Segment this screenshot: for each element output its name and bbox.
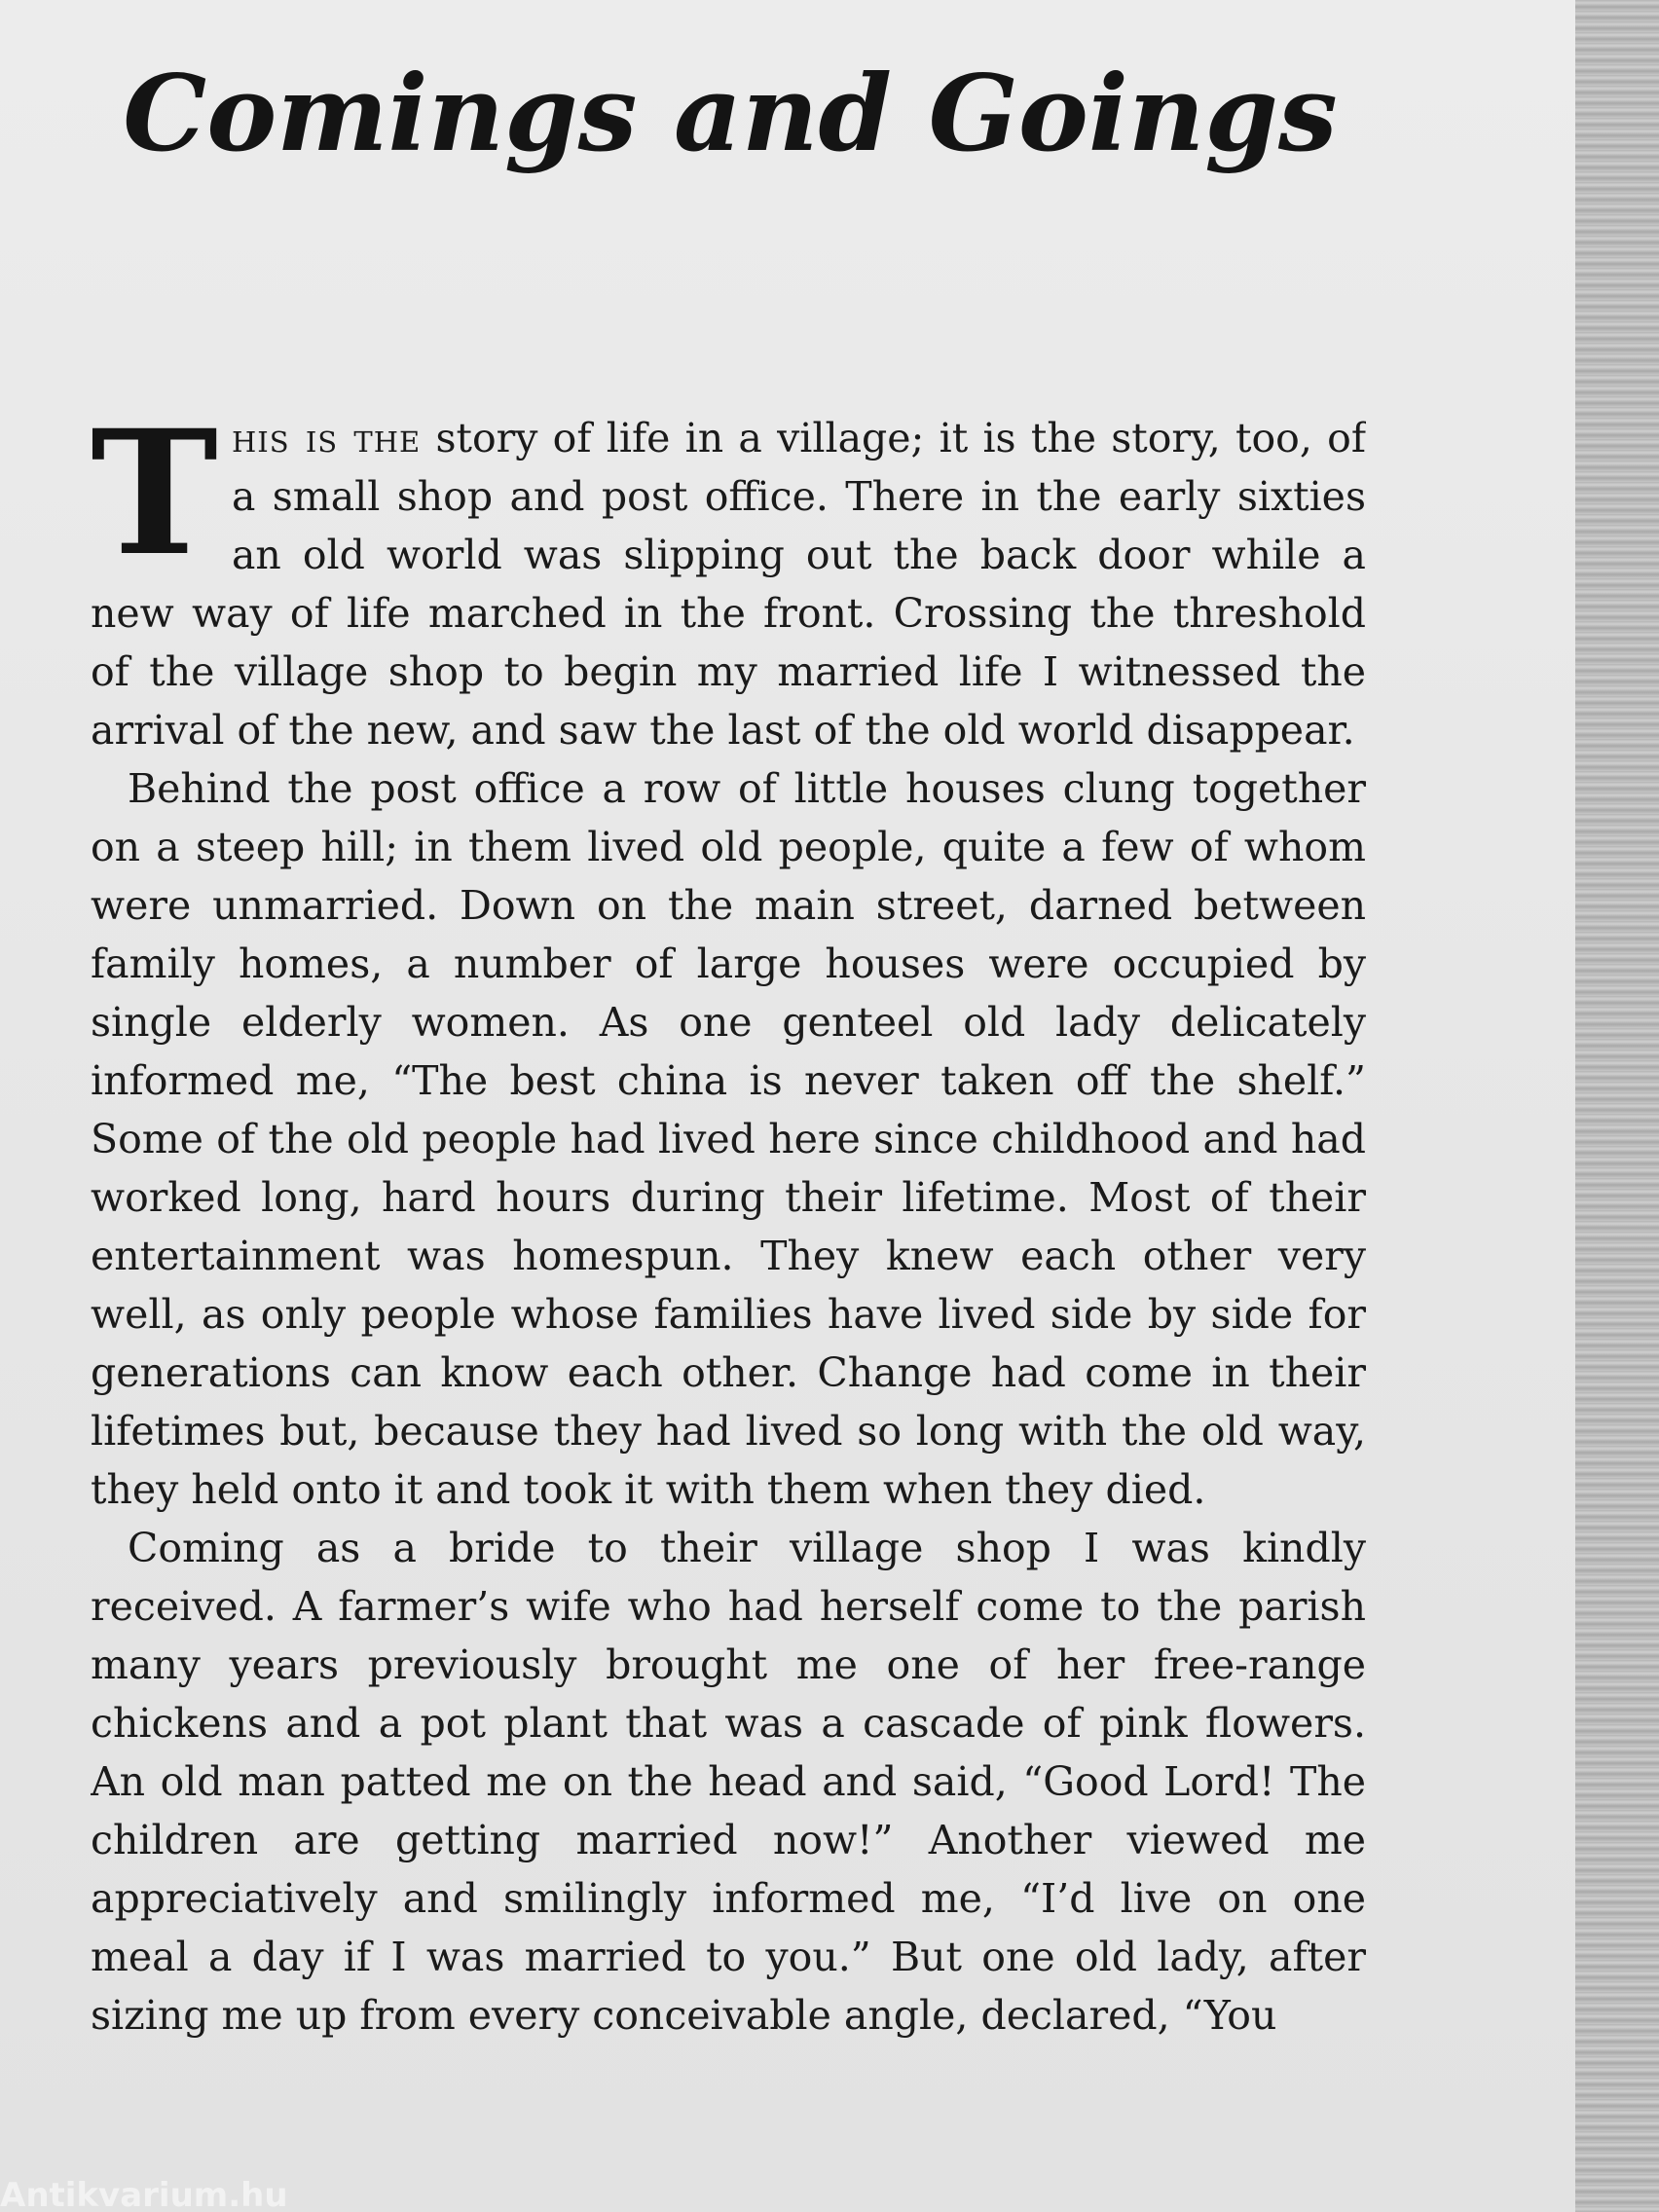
body-text (91, 409, 1366, 2152)
page-edge-shadow (1575, 0, 1659, 2212)
chapter-title: Comings and Goings (123, 53, 1338, 175)
paragraph-1-text: story of life in a village; it is the story, too, of a small shop and post office. There in the early sixties an old world was slipping out the back door while a new way of life marched in the front. Crossing the threshold of the village shop to begin my married life I witnessed the arrival of the new, and saw the last of the old world disappear. (91, 415, 1366, 754)
paragraph-3: Coming as a bride to their village shop I was kindly received. A farmer’s wife who had herself come to the parish many years previously brought me one of her free-range chickens and a pot plant that was a cascade of pink flowers. An old man patted me on the head and said, “Good Lord! The children are getting married now!” Another viewed me appreciatively and smilingly informed me, “I’d live on one meal a day if I was married to you.” But one old lady, after sizing me up from every conceivable angle, declared, “You (91, 1525, 1366, 2039)
watermark-text: Antikvarium.hu (0, 2176, 288, 2212)
lead-in-small-caps: his is the (231, 415, 422, 461)
drop-cap: T (91, 409, 218, 594)
paragraph-2: Behind the post office a row of little houses clung together on a steep hill; in them lived old people, quite a few of whom were unmarried. Down on the main street, darned between family homes, a number of large houses were occupied by single elderly women. As one genteel old lady delicately informed me, “The best china is never taken off the shelf.” Some of the old people had lived here since childhood and had worked long, hard hours during their lifetime. Most of their entertainment was homespun. They knew each other very well, as only people whose families have lived side by side for generations can know each other. Change had come in their lifetimes but, because they had lived so long with the old way, they held onto it and took it with them when they died. (91, 765, 1366, 1513)
paragraph-1 (91, 409, 1366, 759)
